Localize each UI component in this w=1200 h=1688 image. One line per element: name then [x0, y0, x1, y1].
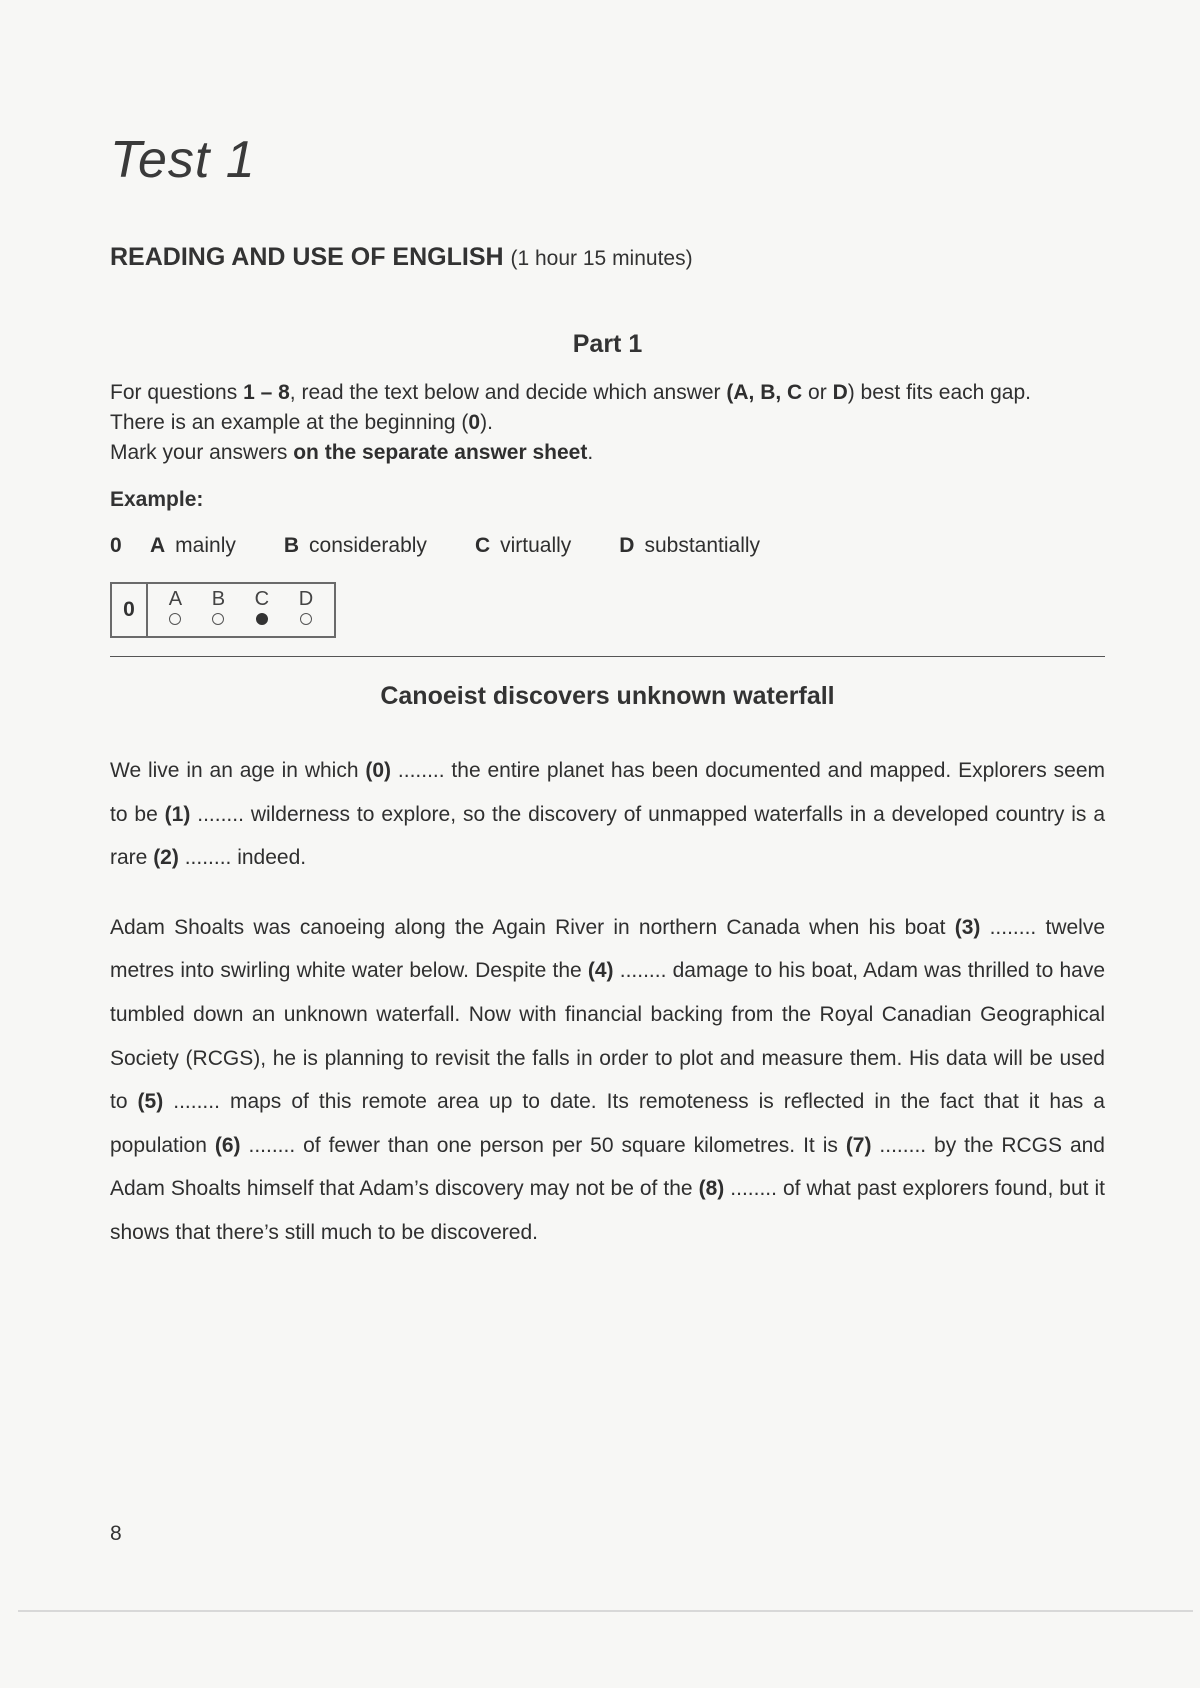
passage-text: ........ the entire planet has been documented and mapped. Explorers seem to be	[110, 759, 1105, 826]
page-number: 8	[110, 1522, 122, 1545]
instruction-line-1	[110, 378, 1105, 408]
instr-text: .	[587, 441, 594, 464]
choice-letter: B	[211, 588, 226, 610]
example-option-c	[475, 534, 571, 558]
bubble-icon	[169, 613, 181, 625]
gap-marker: (1)	[164, 802, 191, 826]
option-text: mainly	[175, 534, 236, 557]
passage-text: Adam Shoalts was canoeing along the Again River in northern Canada when his boat	[110, 915, 955, 939]
instr-text: There is an example at the beginning (	[110, 411, 469, 434]
bubble-icon	[256, 613, 268, 625]
answer-choice-d	[299, 588, 313, 636]
passage-text: ........ indeed.	[178, 846, 307, 870]
passage-paragraph-2	[110, 906, 1105, 1255]
example-answer-box	[110, 582, 336, 638]
passage-text: ........ of fewer than one person per 50 square kilometres. It is	[240, 1133, 846, 1157]
instr-text: , read the text below and decide which answer	[289, 381, 727, 404]
answer-options: (A, B, C	[726, 381, 803, 404]
choice-letter: C	[254, 588, 270, 610]
passage-text: ........ of what past explorers found, but it shows that there’s still much to be discovered.	[110, 1177, 1105, 1244]
example-options	[110, 534, 808, 558]
instructions	[110, 378, 1105, 468]
instr-text: ) best fits each gap.	[847, 381, 1032, 404]
example-question-number: 0	[110, 534, 122, 557]
example-number: 0	[468, 411, 481, 434]
gap-marker: (4)	[587, 959, 614, 983]
instr-text: For questions	[110, 381, 244, 404]
gap-marker: (5)	[137, 1090, 164, 1114]
page-edge	[18, 1610, 1193, 1612]
answer-choice-c	[255, 588, 269, 636]
option-letter: B	[283, 534, 300, 557]
gap-marker: (2)	[153, 846, 179, 870]
option-letter: C	[474, 534, 491, 557]
bubble-icon	[212, 613, 224, 625]
instruction-line-3	[110, 438, 1105, 468]
option-text: virtually	[500, 534, 572, 557]
answer-box-choices	[148, 584, 334, 636]
divider	[110, 656, 1105, 657]
passage	[110, 749, 1105, 1281]
passage-text: ........ maps of this remote area up to date. Its remoteness is reflected in the fact that it has a population	[110, 1090, 1105, 1157]
gap-marker: (7)	[845, 1133, 872, 1157]
part-title: Part 1	[572, 330, 643, 358]
passage-text: We live in an age in which	[110, 759, 366, 782]
gap-marker: (6)	[214, 1133, 241, 1157]
example-label: Example:	[110, 488, 204, 511]
test-title: Test 1	[110, 131, 256, 189]
passage-text: ........ by the RCGS and Adam Shoalts himself that Adam’s discovery may not be of the	[110, 1133, 1105, 1201]
option-text: considerably	[309, 534, 427, 557]
example-option-d	[619, 534, 760, 558]
option-letter: A	[150, 534, 166, 557]
passage-title: Canoeist discovers unknown waterfall	[380, 682, 835, 710]
answer-sheet-note: on the separate answer sheet	[293, 441, 588, 464]
gap-marker: (0)	[365, 759, 392, 782]
passage-text: ........ wilderness to explore, so the discovery of unmapped waterfalls in a developed country is a rare	[110, 802, 1105, 870]
answer-choice-b	[212, 588, 225, 636]
option-letter: D	[619, 534, 635, 557]
instr-text: ).	[480, 411, 493, 434]
instr-text: Mark your answers	[110, 441, 294, 464]
gap-marker: (3)	[954, 915, 981, 939]
section-title: READING AND USE OF ENGLISH	[110, 243, 504, 271]
answer-box-number: 0	[112, 584, 148, 636]
option-text: substantially	[644, 534, 761, 557]
bubble-icon	[300, 613, 312, 625]
choice-letter: D	[298, 588, 314, 610]
question-range: 1 – 8	[243, 381, 290, 404]
choice-letter: A	[168, 588, 183, 610]
answer-choice-a	[169, 588, 182, 636]
section-duration: (1 hour 15 minutes)	[510, 247, 693, 270]
instr-text: or	[802, 381, 833, 404]
section-heading	[110, 243, 693, 272]
passage-text: ........ damage to his boat, Adam was thrilled to have tumbled down an unknown waterfall. Now with financial backing from the Royal Canadian Geographical Society (RCGS), he is planning to revisit the falls in order to plot and measure them. His data will be used to	[110, 959, 1106, 1114]
example-option-b	[284, 534, 427, 558]
answer-option-d: D	[832, 381, 848, 404]
gap-marker: (8)	[698, 1177, 725, 1201]
passage-text: ........ twelve metres into swirling white water below. Despite the	[110, 915, 1106, 983]
passage-paragraph-1	[110, 749, 1105, 880]
example-option-a	[150, 534, 236, 558]
instruction-line-2	[110, 408, 1105, 438]
